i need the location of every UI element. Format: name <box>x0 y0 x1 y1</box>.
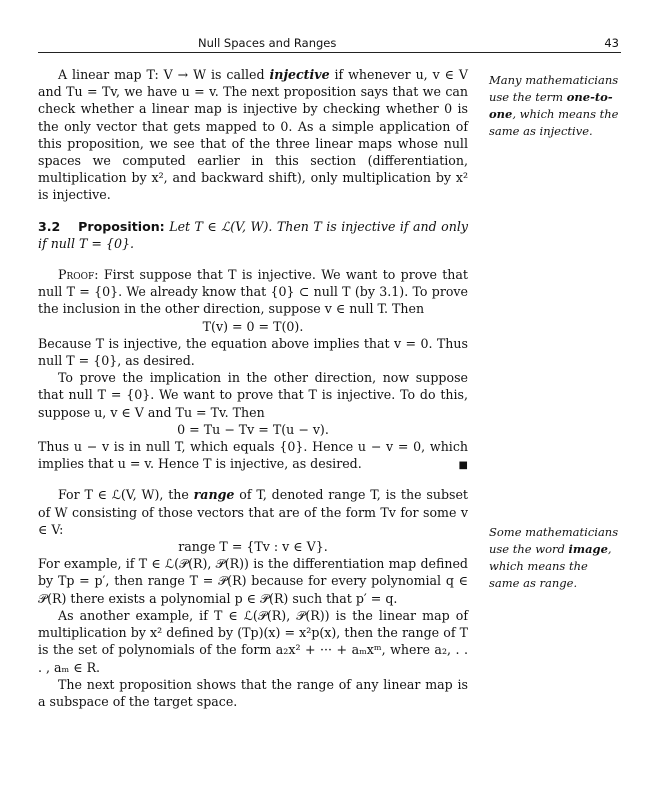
proposition-label: Proposition: <box>78 218 165 234</box>
range-definition <box>38 486 468 538</box>
proof-paragraph: To prove the implication in the other direction, now suppose that null T = {0}. We want to prove that T is injective. To do this, suppose u, v ∈ V and Tu = Tv. Then <box>38 370 468 420</box>
term-one-to-one: one-to-one <box>489 90 613 121</box>
text-run: of T, denoted range T, is the subset of W consisting of those vectors that are of the form Tv for some v ∈ V: <box>38 487 468 537</box>
running-title: Null Spaces and Ranges <box>198 36 337 50</box>
text-run: Many mathematicians use the term <box>489 73 619 104</box>
text-run: Some mathematicians use the word <box>489 525 619 556</box>
text-run: Thus u − v is in null T, which equals {0}. Hence u − v = 0, which implies that u = v. Hence T is injective, as desired. <box>38 439 468 472</box>
text-run: if whenever u, v ∈ V and Tu = Tv, we have u = v. The next proposition says that we can check whether a linear map is injective by checking whether 0 is the only vector that gets mapped to 0. As a simple application of this proposition, we see that of the three linear maps whose null spaces we computed earlier in this section (differentiation, multiplication by x², and backward shift), only multiplication by x² is injective. <box>38 67 468 203</box>
text-run: A linear map T: V → W is called <box>58 67 270 82</box>
example-paragraph: As another example, if T ∈ ℒ(𝒫(R), 𝒫(R)) is the linear map of multiplication by x² defined by (Tp)(x) = x²p(x), then the range of T is the set of polynomials of the form a₂x² + ··· + aₘxᵐ, where a₂, . . . , aₘ ∈ R. <box>38 607 468 675</box>
text-run: , which means the same as injective. <box>489 107 619 138</box>
proposition-number: 3.2 <box>38 218 61 234</box>
term-injective: injective <box>269 67 330 82</box>
margin-note-injective <box>489 72 619 140</box>
term-image: image <box>568 542 608 556</box>
example-paragraph: The next proposition shows that the range of any linear map is a subspace of the target space. <box>38 676 468 709</box>
running-header <box>38 34 621 53</box>
proof-paragraph <box>38 438 468 472</box>
proposition <box>38 218 468 252</box>
equation: range T = {Tv : v ∈ V}. <box>178 539 328 555</box>
proof-paragraph <box>38 266 468 318</box>
qed-icon: ■ <box>458 460 468 472</box>
text-run: For T ∈ ℒ(V, W), the <box>58 487 194 503</box>
injective-definition <box>38 66 468 204</box>
page-number: 43 <box>604 36 619 50</box>
text-run: , which means the same as range. <box>489 542 612 590</box>
proof-label: Proof: <box>58 267 99 283</box>
proof-paragraph: Because T is injective, the equation above implies that v = 0. Thus null T = {0}, as desired. <box>38 335 468 369</box>
margin-note-range <box>489 524 619 592</box>
equation: 0 = Tu − Tv = T(u − v). <box>177 421 329 437</box>
main-text <box>38 66 468 710</box>
equation: T(v) = 0 = T(0). <box>202 318 304 334</box>
proposition-statement: Let T ∈ ℒ(V, W). Then T is injective if and only if null T = {0}. <box>38 218 468 251</box>
text-run: First suppose that T is injective. We want to prove that null T = {0}. We already know that {0} ⊂ null T (by 3.1). To prove the inclusion in the other direction, suppose v ∈ null T. Then <box>38 267 468 317</box>
term-range: range <box>193 487 235 503</box>
example-paragraph: For example, if T ∈ ℒ(𝒫(R), 𝒫(R)) is the differentiation map defined by Tp = p′, then range T = 𝒫(R) because for every polynomial q ∈ 𝒫(R) there exists a polynomial p ∈ 𝒫(R) such that p′ = q. <box>38 556 468 606</box>
